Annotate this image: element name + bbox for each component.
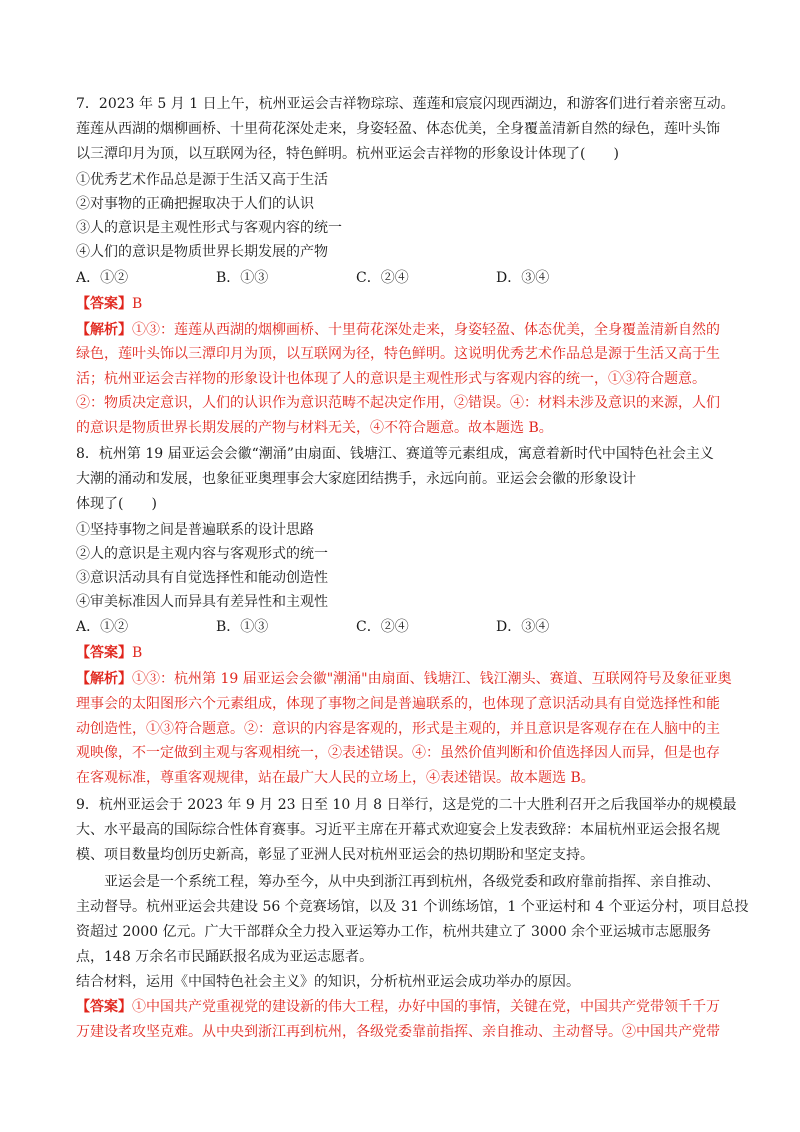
q8-statement-3: ③意识活动具有自觉选择性和能动创造性: [76, 570, 328, 586]
q8-analysis-line-1: [76, 669, 732, 689]
q8-statement-2: ②人的意识是主观内容与客观形式的统一: [76, 546, 328, 562]
q8-analysis-line-4: 观映像，不一定做到主观与客观相统一，②表述错误。④：虽然价值判断和价值选择因人而异，但是也存: [76, 745, 720, 761]
q8-options: [76, 617, 676, 637]
q7-option-b: B．①③: [216, 270, 269, 286]
q9-material-line-3: 资超过 2000 亿元。广大干部群众全力投入亚运筹办工作，杭州共建立了 3000 余个亚运城市志愿服务: [76, 924, 712, 940]
q7-answer-value: B: [132, 296, 143, 312]
q7-option-d: D．③④: [496, 270, 550, 286]
q7-statement-3: ③人的意识是主观性形式与客观内容的统一: [76, 220, 342, 236]
q7-stem-line-1: 7．2023 年 5 月 1 日上午，杭州亚运会吉祥物琮琮、莲莲和宸宸闪现西湖边，和游客们进行着亲密互动。: [76, 96, 735, 112]
q8-stem-line-2: 大潮的涌动和发展，也象征亚奥理事会大家庭团结携手，永远向前。亚运会会徽的形象设计: [76, 471, 636, 487]
q8-analysis-line-5: 在客观标准，尊重客观规律，站在最广大人民的立场上，④表述错误。故本题选 B。: [76, 770, 595, 786]
q8-option-c: C．②④: [356, 619, 409, 635]
q9-material-line-4: 点，148 万余名市民踊跃报名成为亚运志愿者。: [76, 949, 374, 965]
q7-option-a: A．①②: [76, 270, 129, 286]
q9-material-line-1: 亚运会是一个系统工程，筹办至今，从中央到浙江再到杭州，各级党委和政府靠前指挥、亲自推动、: [76, 874, 720, 890]
q7-options: [76, 268, 676, 288]
q7-stem-line-3: 以三潭印月为顶，以互联网为径，特色鲜明。杭州亚运会吉祥物的形象设计体现了( ): [76, 146, 619, 162]
q9-material-line-2: 主动督导。杭州亚运会共建设 56 个竞赛场馆，以及 31 个训练场馆，1 个亚运村和 4 个亚运分村，项目总投: [76, 899, 749, 915]
q9-answer-line-1: [76, 997, 720, 1017]
q7-statement-4: ④人们的意识是物质世界长期发展的产物: [76, 244, 328, 260]
q8-option-d: D．③④: [496, 619, 550, 635]
q8-answer-value: B: [132, 645, 143, 661]
q7-stem-line-2: 莲莲从西湖的烟柳画桥、十里荷花深处走来，身姿轻盈、体态优美，全身覆盖清新自然的绿色，莲叶头饰: [76, 121, 720, 137]
q8-answer-label: 【答案】: [76, 645, 132, 661]
q8-statement-1: ①坚持事物之间是普遍联系的设计思路: [76, 522, 314, 538]
q7-answer: [76, 294, 142, 314]
q9-stem-line-2: 大、水平最高的国际综合性体育赛事。习近平主席在开幕式欢迎宴会上发表致辞：本届杭州亚运会报名规: [76, 822, 720, 838]
q9-answer-label: 【答案】: [76, 999, 132, 1015]
q8-analysis-label: 【解析】: [76, 671, 132, 687]
q7-analysis-line-4: ②：物质决定意识，人们的认识作为意识范畴不起决定作用，②错误。④：材料未涉及意识的来源，人们: [76, 395, 720, 411]
q8-analysis-line-2: 理事会的太阳图形六个元素组成，体现了事物之间是普遍联系的，也体现了意识活动具有自觉选择性和能: [76, 696, 720, 712]
q7-analysis-line-2: 绿色，莲叶头饰以三潭印月为顶，以互联网为径，特色鲜明。这说明优秀艺术作品总是源于生活又高于生: [76, 346, 720, 362]
q7-analysis-text-1: ①③：莲莲从西湖的烟柳画桥、十里荷花深处走来，身姿轻盈、体态优美，全身覆盖清新自然的: [132, 322, 720, 338]
q8-answer: [76, 643, 142, 663]
q7-analysis-line-1: [76, 320, 720, 340]
q9-stem-line-3: 模、项目数量均创历史新高，彰显了亚洲人民对杭州亚运会的热切期盼和坚定支持。: [76, 847, 594, 863]
q8-stem-line-1: 8．杭州第 19 届亚运会会徽“潮涌”由扇面、钱塘江、赛道等元素组成，寓意着新时代中国特色社会主义: [76, 446, 714, 462]
q7-analysis-line-5: 的意识是物质世界长期发展的产物与材料无关，④不符合题意。故本题选 B。: [76, 420, 553, 436]
q9-answer-text-1: ①中国共产党重视党的建设新的伟大工程，办好中国的事情，关键在党，中国共产党带领千千万: [132, 999, 720, 1015]
q8-statement-4: ④审美标准因人而异具有差异性和主观性: [76, 594, 328, 610]
q7-answer-label: 【答案】: [76, 296, 132, 312]
q7-statement-1: ①优秀艺术作品总是源于生活又高于生活: [76, 172, 328, 188]
q8-option-b: B．①③: [216, 619, 269, 635]
q8-option-a: A．①②: [76, 619, 129, 635]
q8-analysis-text-1: ①③：杭州第 19 届亚运会会徽"潮涌"由扇面、钱塘江、钱江潮头、赛道、互联网符号及象征亚奥: [132, 671, 732, 687]
q9-prompt: 结合材料，运用《中国特色社会主义》的知识，分析杭州亚运会成功举办的原因。: [76, 974, 580, 990]
q7-analysis-line-3: 活；杭州亚运会吉祥物的形象设计也体现了人的意识是主观性形式与客观内容的统一，①③符合题意。: [76, 371, 706, 387]
q9-stem-line-1: 9．杭州亚运会于 2023 年 9 月 23 日至 10 月 8 日举行，这是党的二十大胜利召开之后我国举办的规模最: [76, 797, 737, 813]
q9-answer-line-2: 万建设者攻坚克难。从中央到浙江再到杭州，各级党委靠前指挥、亲自推动、主动督导。②中国共产党带: [76, 1024, 720, 1040]
q8-analysis-line-3: 动创造性，①③符合题意。②：意识的内容是客观的，形式是主观的，并且意识是客观存在在人脑中的主: [76, 721, 720, 737]
q7-statement-2: ②对事物的正确把握取决于人们的认识: [76, 196, 314, 212]
q7-option-c: C．②④: [356, 270, 409, 286]
q7-analysis-label: 【解析】: [76, 322, 132, 338]
q8-stem-line-3: 体现了( ): [76, 496, 157, 512]
